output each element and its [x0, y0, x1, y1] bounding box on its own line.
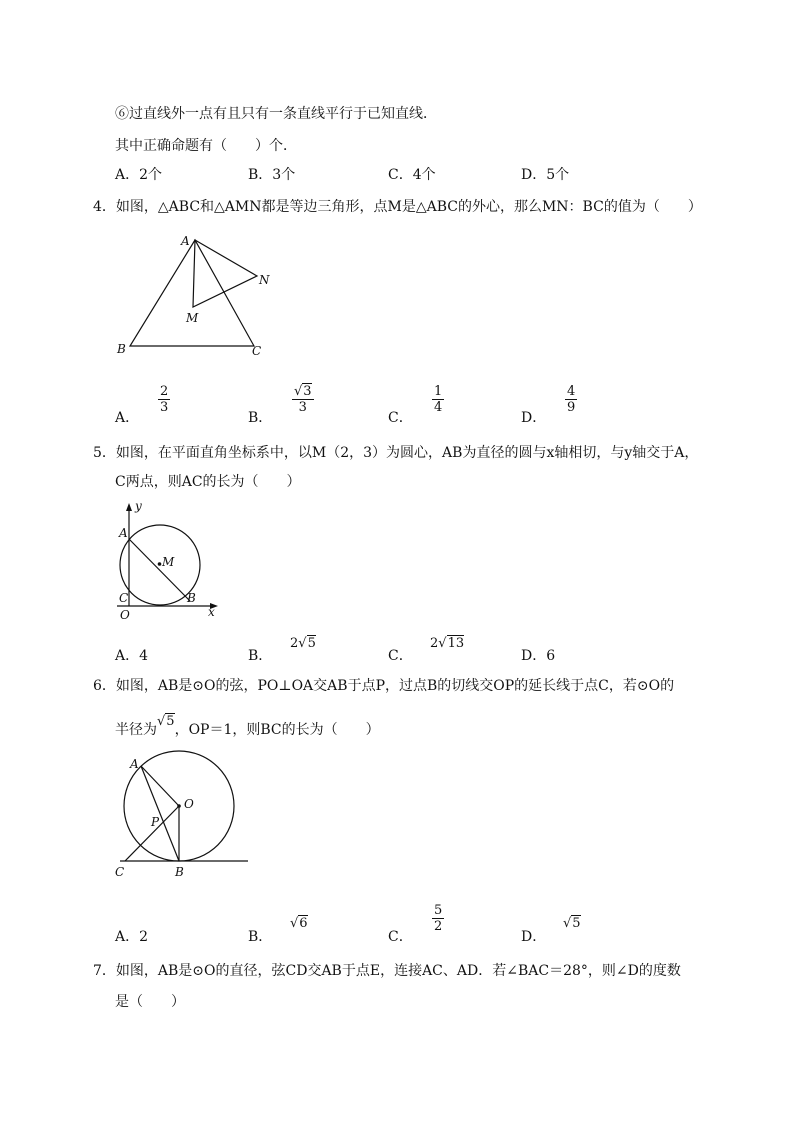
q5-option-d[interactable]: D．6	[521, 648, 556, 664]
q5-stem-line-1: 5．如图，在平面直角坐标系中，以M（2，3）为圆心，AB为直径的圆与x轴相切，与y轴交于A，	[93, 445, 699, 461]
q5-option-c-radical: 2√13	[430, 636, 465, 651]
q6-option-b-radical: √6	[290, 916, 308, 931]
q4-label-c: C	[252, 344, 262, 358]
q6-option-b-label[interactable]: B．	[248, 929, 273, 945]
q6-option-c-label[interactable]: C．	[388, 929, 413, 945]
q5-option-b-radical: 2√5	[290, 636, 316, 651]
q6-option-a[interactable]: A．2	[115, 929, 149, 945]
q3-option-d[interactable]: D．5个	[521, 167, 570, 183]
q6-label-a: A	[130, 757, 139, 771]
q3-option-c[interactable]: C．4个	[388, 167, 436, 183]
q5-option-b-label[interactable]: B．	[248, 648, 273, 664]
q5-label-b: B	[187, 591, 196, 605]
q7-stem-line-1: 7．如图，AB是⊙O的直径，弦CD交AB于点E，连接AC、AD．若∠BAC＝28°，则∠D的度数	[93, 963, 681, 979]
q3-statement-6: ⑥过直线外一点有且只有一条直线平行于已知直线．	[115, 106, 437, 122]
q5-label-m: M	[162, 555, 175, 569]
q6-label-p: P	[151, 815, 160, 829]
q3-prompt: 其中正确命题有（ ）个．	[115, 138, 297, 154]
q6-option-d-label[interactable]: D．	[521, 929, 547, 945]
q4-label-m: M	[186, 311, 199, 325]
q6-label-b: B	[175, 865, 184, 879]
q6-label-o: O	[184, 797, 194, 811]
q6-stem-line-2: 半径为√5，OP＝1，则BC的长为（ ）	[115, 714, 380, 738]
q5-label-o: O	[120, 608, 130, 622]
q4-option-d-label[interactable]: D．	[521, 410, 547, 426]
q5-option-c-label[interactable]: C．	[388, 648, 413, 664]
q4-label-b: B	[117, 342, 126, 356]
q5-label-y: y	[135, 499, 142, 513]
q4-option-b-fraction: $\frac{√3}{3}$	[294, 384, 312, 415]
q4-option-c-fraction: $\frac{1}{4}$	[434, 384, 443, 415]
q5-label-a: A	[119, 526, 128, 540]
q6-option-c-fraction: $\frac{5}{2}$	[434, 903, 443, 934]
q4-option-d-fraction: $\frac{4}{9}$	[567, 384, 576, 415]
q7-stem-line-2: 是（ ）	[115, 994, 185, 1010]
q4-stem: 4．如图，△ABC和△AMN都是等边三角形，点M是△ABC的外心，那么MN：BC的值为（ ）	[93, 199, 702, 215]
q3-option-a[interactable]: A．2个	[115, 167, 163, 183]
q4-label-a: A	[181, 234, 190, 248]
q4-option-c-label[interactable]: C．	[388, 410, 413, 426]
q4-option-b-label[interactable]: B．	[248, 410, 273, 426]
q4-option-a-fraction: $\frac{2}{3}$	[160, 384, 169, 415]
q3-option-b[interactable]: B．3个	[248, 167, 296, 183]
q6-stem-line-1: 6．如图，AB是⊙O的弦，PO⊥OA交AB于点P，过点B的切线交OP的延长线于点C，若⊙O的	[93, 678, 675, 694]
q5-stem-line-2: C两点，则AC的长为（ ）	[115, 474, 301, 490]
q5-option-a[interactable]: A．4	[115, 648, 149, 664]
q6-option-d-radical: √5	[563, 916, 581, 931]
q4-option-a-label[interactable]: A．	[115, 410, 140, 426]
q5-label-c: C	[119, 591, 129, 605]
q4-label-n: N	[259, 273, 270, 287]
q6-label-c: C	[115, 865, 125, 879]
q5-label-x: x	[208, 605, 215, 619]
